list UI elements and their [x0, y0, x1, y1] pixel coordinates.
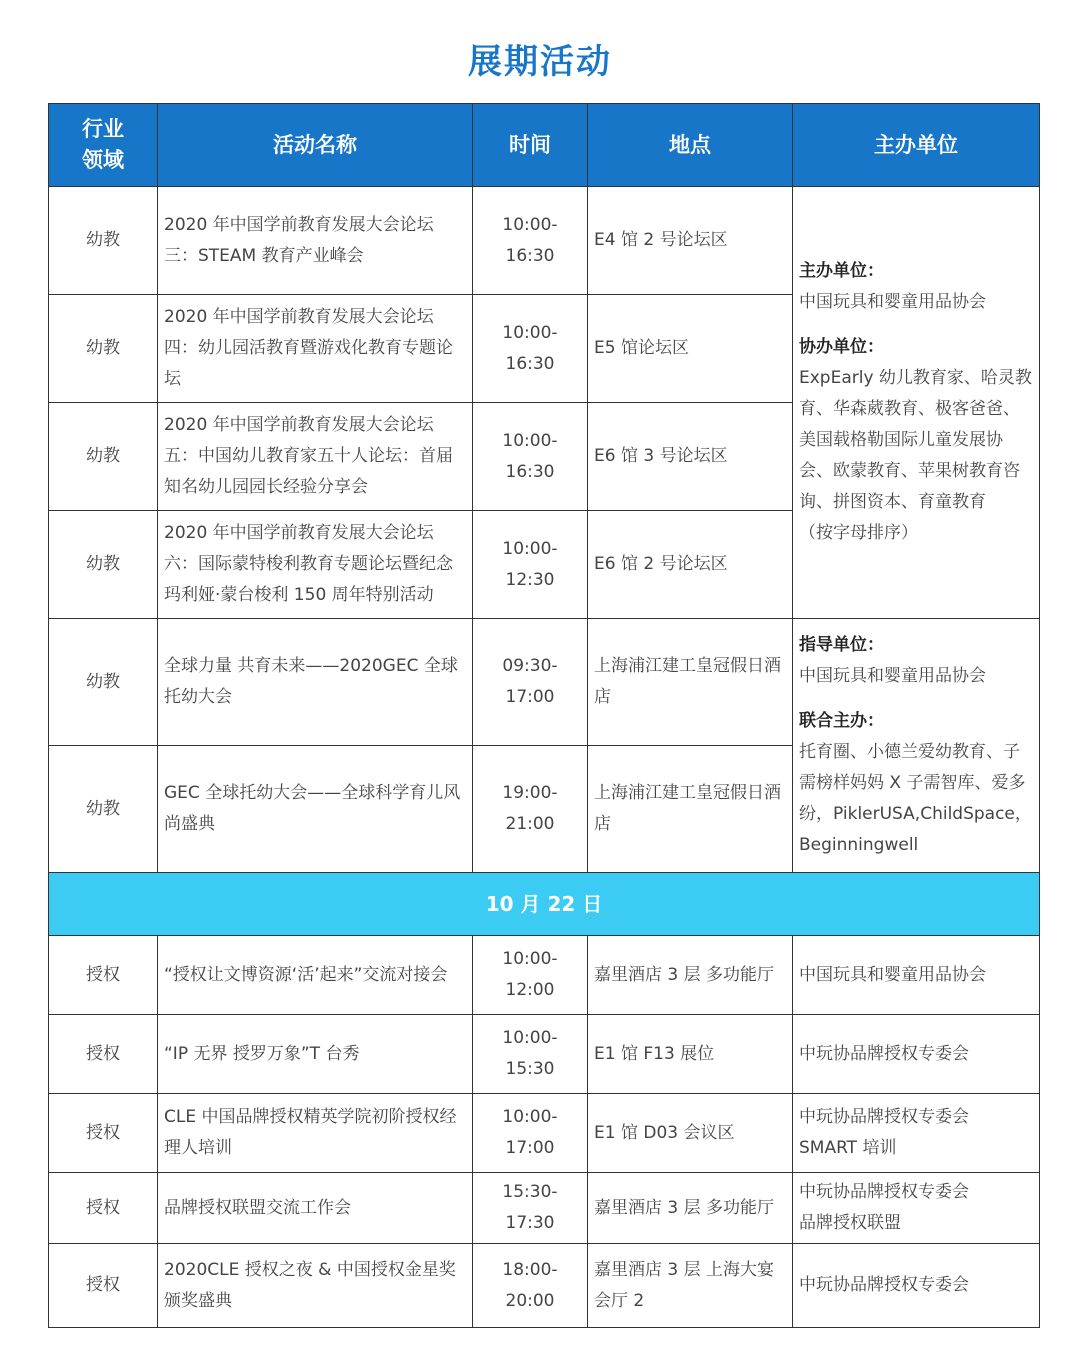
- header-organizer: 主办单位: [793, 104, 1040, 187]
- date-divider: 10 月 22 日: [49, 873, 1040, 936]
- event-name-cell: GEC 全球托幼大会——全球科学育儿风尚盛典: [158, 746, 473, 873]
- table-row: [49, 1244, 1040, 1328]
- time-cell: 10:00-16:30: [473, 295, 588, 403]
- organizer-value: 中国玩具和婴童用品协会: [799, 292, 986, 312]
- place-cell: E1 馆 D03 会议区: [588, 1094, 793, 1173]
- place-cell: 嘉里酒店 3 层 多功能厅: [588, 1173, 793, 1244]
- field-cell: 幼教: [49, 187, 158, 295]
- organizer-cell: [793, 619, 1040, 873]
- event-name-cell: “授权让文博资源‘活’起来”交流对接会: [158, 936, 473, 1015]
- place-cell: E5 馆论坛区: [588, 295, 793, 403]
- place-cell: 嘉里酒店 3 层 上海大宴会厅 2: [588, 1244, 793, 1328]
- organizer-label: 主办单位：: [799, 261, 884, 281]
- field-cell: 幼教: [49, 295, 158, 403]
- field-cell: 授权: [49, 1094, 158, 1173]
- organizer-line2: 品牌授权联盟: [799, 1213, 901, 1233]
- place-cell: 上海浦江建工皇冠假日酒店: [588, 619, 793, 746]
- field-cell: 幼教: [49, 746, 158, 873]
- table-row: [49, 619, 1040, 746]
- time-cell: 10:00-12:00: [473, 936, 588, 1015]
- event-name-cell: 2020 年中国学前教育发展大会论坛三：STEAM 教育产业峰会: [158, 187, 473, 295]
- sort-note: （按字母排序）: [799, 523, 918, 543]
- field-cell: 授权: [49, 1173, 158, 1244]
- table-row: [49, 1015, 1040, 1094]
- place-cell: 上海浦江建工皇冠假日酒店: [588, 746, 793, 873]
- table-row: [49, 936, 1040, 1015]
- table-row: [49, 1094, 1040, 1173]
- header-place: 地点: [588, 104, 793, 187]
- event-name-cell: 2020CLE 授权之夜 & 中国授权金星奖颁奖盛典: [158, 1244, 473, 1328]
- organizer-line1: 中玩协品牌授权专委会: [799, 1107, 969, 1127]
- time-cell: 19:00-21:00: [473, 746, 588, 873]
- table-row: [49, 187, 1040, 295]
- time-cell: 10:00-12:30: [473, 511, 588, 619]
- time-cell: 10:00-16:30: [473, 403, 588, 511]
- time-cell: 15:30-17:30: [473, 1173, 588, 1244]
- organizer-cell: 中国玩具和婴童用品协会: [793, 936, 1040, 1015]
- guide-unit-label: 指导单位：: [799, 635, 884, 655]
- organizer-cell: [793, 1094, 1040, 1173]
- time-cell: 18:00-20:00: [473, 1244, 588, 1328]
- event-name-cell: 全球力量 共育未来——2020GEC 全球托幼大会: [158, 619, 473, 746]
- field-cell: 授权: [49, 936, 158, 1015]
- time-cell: 09:30-17:00: [473, 619, 588, 746]
- joint-organizer-label: 联合主办：: [799, 711, 884, 731]
- table-header-row: [49, 104, 1040, 187]
- event-name-cell: 2020 年中国学前教育发展大会论坛六：国际蒙特梭利教育专题论坛暨纪念玛利娅·蒙台梭利 150 周年特别活动: [158, 511, 473, 619]
- organizer-cell: [793, 1173, 1040, 1244]
- field-cell: 授权: [49, 1244, 158, 1328]
- field-cell: 授权: [49, 1015, 158, 1094]
- co-organizer-label: 协办单位：: [799, 337, 884, 357]
- organizer-cell: [793, 187, 1040, 619]
- table-row: [49, 1173, 1040, 1244]
- time-cell: 10:00-17:00: [473, 1094, 588, 1173]
- place-cell: E1 馆 F13 展位: [588, 1015, 793, 1094]
- page-title: 展期活动: [468, 42, 612, 82]
- event-name-cell: 2020 年中国学前教育发展大会论坛五：中国幼儿教育家五十人论坛：首届知名幼儿园园长经验分享会: [158, 403, 473, 511]
- place-cell: 嘉里酒店 3 层 多功能厅: [588, 936, 793, 1015]
- event-name-cell: CLE 中国品牌授权精英学院初阶授权经理人培训: [158, 1094, 473, 1173]
- field-cell: 幼教: [49, 619, 158, 746]
- place-cell: E6 馆 3 号论坛区: [588, 403, 793, 511]
- organizer-cell: 中玩协品牌授权专委会: [793, 1015, 1040, 1094]
- place-cell: E6 馆 2 号论坛区: [588, 511, 793, 619]
- event-schedule-table: [48, 103, 1040, 1328]
- co-organizer-value: ExpEarly 幼儿教育家、哈灵教育、华森葳教育、极客爸爸、美国载格勒国际儿童发展协会、欧蒙教育、苹果树教育咨询、拼图资本、育童教育: [799, 368, 1032, 512]
- guide-unit-value: 中国玩具和婴童用品协会: [799, 666, 986, 686]
- event-name-cell: 品牌授权联盟交流工作会: [158, 1173, 473, 1244]
- header-time: 时间: [473, 104, 588, 187]
- event-name-cell: “IP 无界 授罗万象”T 台秀: [158, 1015, 473, 1094]
- time-cell: 10:00-15:30: [473, 1015, 588, 1094]
- header-event-name: 活动名称: [158, 104, 473, 187]
- joint-organizer-value: 托育圈、小德兰爱幼教育、子需榜样妈妈 X 子需智库、爱多纷，PiklerUSA,ChildSpace，Beginningwell: [799, 742, 1032, 855]
- time-cell: 10:00-16:30: [473, 187, 588, 295]
- date-divider-row: [49, 873, 1040, 936]
- event-name-cell: 2020 年中国学前教育发展大会论坛四：幼儿园活教育暨游戏化教育专题论坛: [158, 295, 473, 403]
- organizer-cell: 中玩协品牌授权专委会: [793, 1244, 1040, 1328]
- header-field: 行业 领域: [49, 104, 158, 187]
- place-cell: E4 馆 2 号论坛区: [588, 187, 793, 295]
- field-cell: 幼教: [49, 403, 158, 511]
- field-cell: 幼教: [49, 511, 158, 619]
- organizer-line1: 中玩协品牌授权专委会: [799, 1182, 969, 1202]
- organizer-line2: SMART 培训: [799, 1138, 897, 1158]
